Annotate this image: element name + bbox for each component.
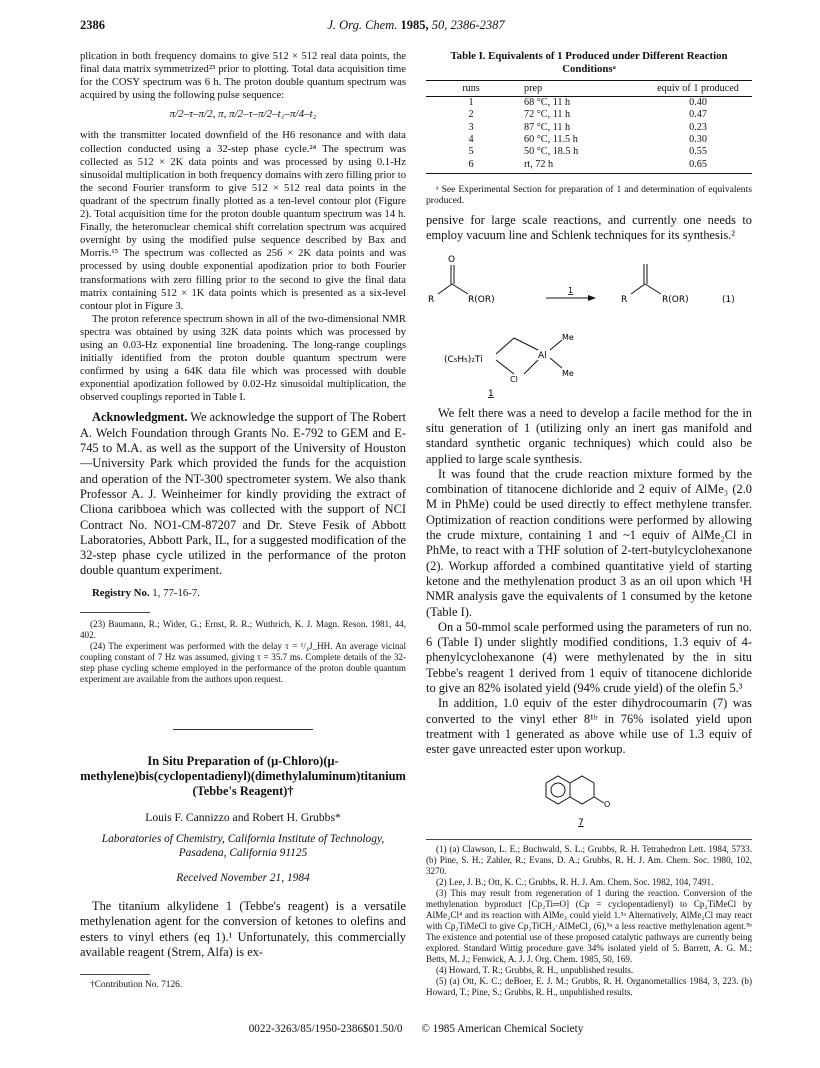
table-footnote: ᵃ See Experimental Section for preparation of 1 and determination of equivalents produced. [426,183,752,207]
cell-run: 6 [468,158,474,170]
ti-ch2-bond [496,338,514,354]
ti-cl-bond [496,360,514,374]
copyright-notice: © 1985 American Chemical Society [421,1023,584,1035]
contribution-divider [80,974,150,975]
acknowledgment [80,410,406,578]
journal-volume: 50, [431,18,448,32]
table-row [426,159,752,174]
methyl-label-2: Me [562,368,574,378]
right-paragraph-1: pensive for large scale reactions, and currently one needs to employ vacuum line and Schlenk techniques for its synthesis.² [426,213,752,243]
compound-1-label: 1 [488,388,494,399]
registry-heading: Registry No. [92,586,150,599]
copyright-code: 0022-3263/85/1950-2386$01.50/0 [248,1023,403,1035]
received-date: Received November 21, 1984 [176,871,310,884]
dihydrocoumarin-structure [426,763,752,829]
ack-heading: Acknowledgment. [92,410,188,425]
article-title: In Situ Preparation of (μ-Chloro)(μ-methylene)bis(cyclopentadienyl)(dimethylaluminum)titanium (Tebbe's Reagent)† [80,753,406,798]
footnote-3: (3) This may result from regeneration of 1 during the reaction. Conversion of the methylenation byproduct [Cp₂Ti═O] (Cp = cyclopentadienyl) to Cp₂TiMeCl by AlMe₂Cl⁴ and its reaction with AlMe₃ could yield 1.⁵ᵃ Alternatively, AlMe₂Cl may react with Cp₂TiMeCl to give Cp₂TiCH₂·AlMeCl₂ (6),⁵ᵃ a less reactive methylenation agent.⁵ᵇ The existence and potential use of these proposed catalytic pathways are currently being explored. Standard Wittig procedure gave 34% isolated yield of 5. Barrett, A. G. M.; Betts, M. J.; Fenwick, A. J. J. Org. Chem. 1985, 50, 169. [426,888,752,965]
ror-bond [452,284,468,294]
cell-equiv: 0.40 [689,97,707,109]
table-row [426,97,752,110]
ch2-al-bond [514,338,538,350]
ror-label: R(OR) [468,294,495,305]
journal-name: J. Org. Chem. [327,18,398,32]
reaction-scheme [426,250,752,400]
al-me-bond-2 [550,358,562,368]
footnote-23: (23) Baumann, R.; Wider, G.; Ernst, R. R.; Wuthrich, K. J. Magn. Reson. 1981, 44, 402. [80,618,406,640]
arrow-head [588,295,596,301]
arrow-label: 1 [568,285,574,295]
cell-prep: 87 °C, 11 h [524,121,571,133]
contribution-note: †Contribution No. 7126. [90,980,183,991]
chloro-label: Cl [510,374,518,384]
product-r-bond [631,284,645,294]
ack-body: We acknowledge the support of The Robert A. Welch Foundation through Grants No. E-792 to GEM and E-745 to M.A. as well as the support of the University of Houston—University Park which provided the funds for the acquistion and operation of the NT-300 spectrometer system. We also thank Professor A. J. Weinheimer for kindly providing the extract of Cliona caribboea which was collected with the support of NCI Contract No. NO1-CM-87207 and Dr. Steve Fesik of Abbott Laboratories, Abbott Park, IL, for a suggested modification of the 32-step phase cycle utilized in the performance of the proton double quantum experiment. [80,410,406,578]
cell-run: 1 [468,97,474,109]
page-header [80,18,752,36]
table-header-row [426,81,752,97]
product-r-label: R [621,294,628,305]
carbonyl-oxygen: O [604,800,611,810]
cell-run: 2 [468,109,474,121]
table-row [426,109,752,121]
cell-prep: 50 °C, 18.5 h [524,146,579,158]
footnote-1: (1) (a) Clawson, L. E.; Buchwald, S. L.; Grubbs, R. H. Tetrahedron Lett. 1984, 5733. (b) Pine, S. H.; Zahler, R.; Evans, D. A.; Grubbs, R. H. J. Am. Chem. Soc. 1980, 102, 3270. [426,844,752,877]
table-row [426,146,752,158]
oxygen-label: O [448,254,456,265]
journal-year: 1985, [400,18,429,32]
product-ror-bond [645,284,661,294]
footnote-5: (5) (a) Ott, K. C.; deBoer, E. J. M.; Grubbs, R. H. Organometallics 1984, 3, 223. (b) Howard, T.; Pine, S.; Grubbs, R. H., unpublished results. [426,976,752,998]
table-title: Table I. Equivalents of 1 Produced under Different Reaction Conditionsᵃ [450,50,728,75]
right-paragraph-4: On a 50-mmol scale performed using the parameters of run no. 6 (Table I) under slightly modified conditions, 1.3 equiv of 4-phenylcyclohexanone (4) were methylenated by the in situ Tebbe's reagent 1 derived from 1 equiv of titanocene dichloride to give an 82% isolated yield (94% crude yield) of the olefin 5.³ [426,619,752,695]
r-bond [438,284,452,294]
right-paragraph-5: In addition, 1.0 equiv of the ester dihydrocoumarin (7) was converted to the vinyl ether 8¹ᵇ in 76% isolated yield upon treatment with 1 generated as above while use of 1.3 equiv of ester gave unreacted ester upon workup. [426,696,752,757]
product-ror-label: R(OR) [662,294,689,305]
right-column [426,50,752,998]
left-paragraph-3: The proton reference spectrum shown in all of the two-dimensional NMR spectra was obtained by using 32K data points which was processed by using an 0.03-Hz exponential line broadening. The long-range couplings initially identified from the proton double quantum spectrum were confirmed by using a 64K data file which was processed with double exponential apodization followed by 0.02-Hz sinusoidal multiplication, the observed couplings reported in Table I. [80,313,406,404]
carbonyl-bond [594,797,604,803]
intro-paragraph: The titanium alkylidene 1 (Tebbe's reagent) is a versatile methylenation agent for the conversion of ketones to olefins and esters to vinyl ethers (eq 1).¹ Unfortunately, this commercially available reagent (Strem, Alfa) is ex- [80,898,406,959]
compound-7-label: 7 [578,818,584,829]
footnote-4: (4) Howard, T. R.; Grubbs, R. H., unpublished results. [436,965,634,976]
journal-pages: 2386-2387 [450,18,505,32]
right-footnote-divider [426,839,752,840]
cl-al-bond [524,360,538,374]
header-equiv: equiv of 1 produced [657,83,739,94]
article-separator [173,729,313,730]
footnote-divider [80,612,150,613]
article-authors: Louis F. Cannizzo and Robert H. Grubbs* [145,810,341,824]
cell-equiv: 0.55 [689,146,707,158]
page-footer [80,1023,752,1035]
cell-equiv: 0.47 [689,109,707,121]
benzene-ring [546,776,570,804]
registry-body: 1, 77-16-7. [149,586,200,599]
cp-ti-label: (C₅H₅)₂Ti [444,354,483,365]
cell-prep: rt, 72 h [524,158,554,170]
right-paragraph-2: We felt there was a need to develop a facile method for the in situ generation of 1 (utilizing only an inert gas manifold and standard synthetic organic techniques) which could also be applied to large scale synthesis. [426,405,752,466]
pulse-sequence-equation: π/2–τ–π/2, π, π/2–τ–π/2–t₁–π/4–t₂ [169,108,317,121]
table-row [426,122,752,134]
methyl-label-1: Me [562,332,574,342]
journal-citation [80,18,752,33]
cell-prep: 60 °C, 11.5 h [524,133,578,145]
cell-run: 5 [468,146,474,158]
left-paragraph-1: plication in both frequency domains to give 512 × 512 real data points, the final data matrix symmetrized²³ prior to plotting. Total data acquisition time for the COSY spectrum was 6 h. The proton double quantum spectrum was acquired by using the following pulse sequence: [80,51,406,102]
r-group-label: R [428,294,435,305]
aluminum-label: Al [538,350,547,361]
cell-equiv: 0.23 [689,121,707,133]
al-me-bond-1 [550,340,562,350]
header-runs: runs [462,83,480,94]
right-paragraph-3: It was found that the crude reaction mixture formed by the combination of titanocene dichloride and 2 equiv of AlMe₃ (2.0 M in PhMe) could be used directly to effect methylene transfer. Optimization of reaction conditions were performed by allowing the crude mixture, containing 1 and ~1 equiv of AlMe₂Cl in PhMe, to react with a THF solution of 2-tert-butylcyclohexanone (2). Workup afforded a combined quantitative yield of starting ketone and the methylenation product 3 as an oil upon which ¹H NMR analysis gave the equivalents of 1 consumed by the ketone (Table I). [426,466,752,619]
registry-numbers [80,587,406,600]
left-column [80,50,406,992]
article-affiliation: Laboratories of Chemistry, California Institute of Technology, Pasadena, California 91125 [101,832,385,859]
footnote-24: (24) The experiment was performed with the delay τ = ¹/₄J_HH. An average vicinal coupling constant of 7 Hz was assumed, giving τ = 35.7 ms. Complete details of the 32-step phase cycling scheme employed in the performance of the proton double quantum experiment are available from the authors upon request. [80,640,406,684]
aromatic-circle [551,783,565,797]
table-row [426,134,752,146]
cell-equiv: 0.30 [689,133,707,145]
cell-run: 3 [468,121,474,133]
cell-prep: 68 °C, 11 h [524,97,571,109]
left-paragraph-2: with the transmitter located downfield of the H6 resonance and with data collection conducted using a 32-step phase cycle.²⁴ The spectrum was collected as 512 × 2K data points and was processed by using 0.1-Hz sinusoidal multiplication in both frequency domains with zero filling prior to the second Fourier transform to give 512 × 512 real data points in the quadrant of the spectrum finally plotted as a ten-level contour plot (Figure 2). Total acquisition time for the proton double quantum spectrum was 14 h. Finally, the heteronuclear chemical shift correlation spectrum was acquired overnight by using the modified pulse sequence described by Bax and Morris.¹⁵ The spectrum was collected as 256 × 2K data points and was processed by using double exponential apodization prior to both Fourier transformations with zero filling prior to the second to give the final data matrix containing 512 × 1K data points which is presented as a six-level contour plot in Figure 3. [80,130,406,312]
cell-run: 4 [468,133,474,145]
page-number: 2386 [80,18,105,32]
cell-equiv: 0.65 [689,158,707,170]
equivalents-table [426,80,752,174]
cell-prep: 72 °C, 11 h [524,109,571,121]
header-prep: prep [524,83,543,94]
lactone-ring [570,776,594,804]
equation-number: (1) [722,294,735,305]
footnote-2: (2) Lee, J. B.; Ott, K. C.; Grubbs, R. H. J. Am. Chem. Soc. 1982, 104, 7491. [436,877,714,888]
